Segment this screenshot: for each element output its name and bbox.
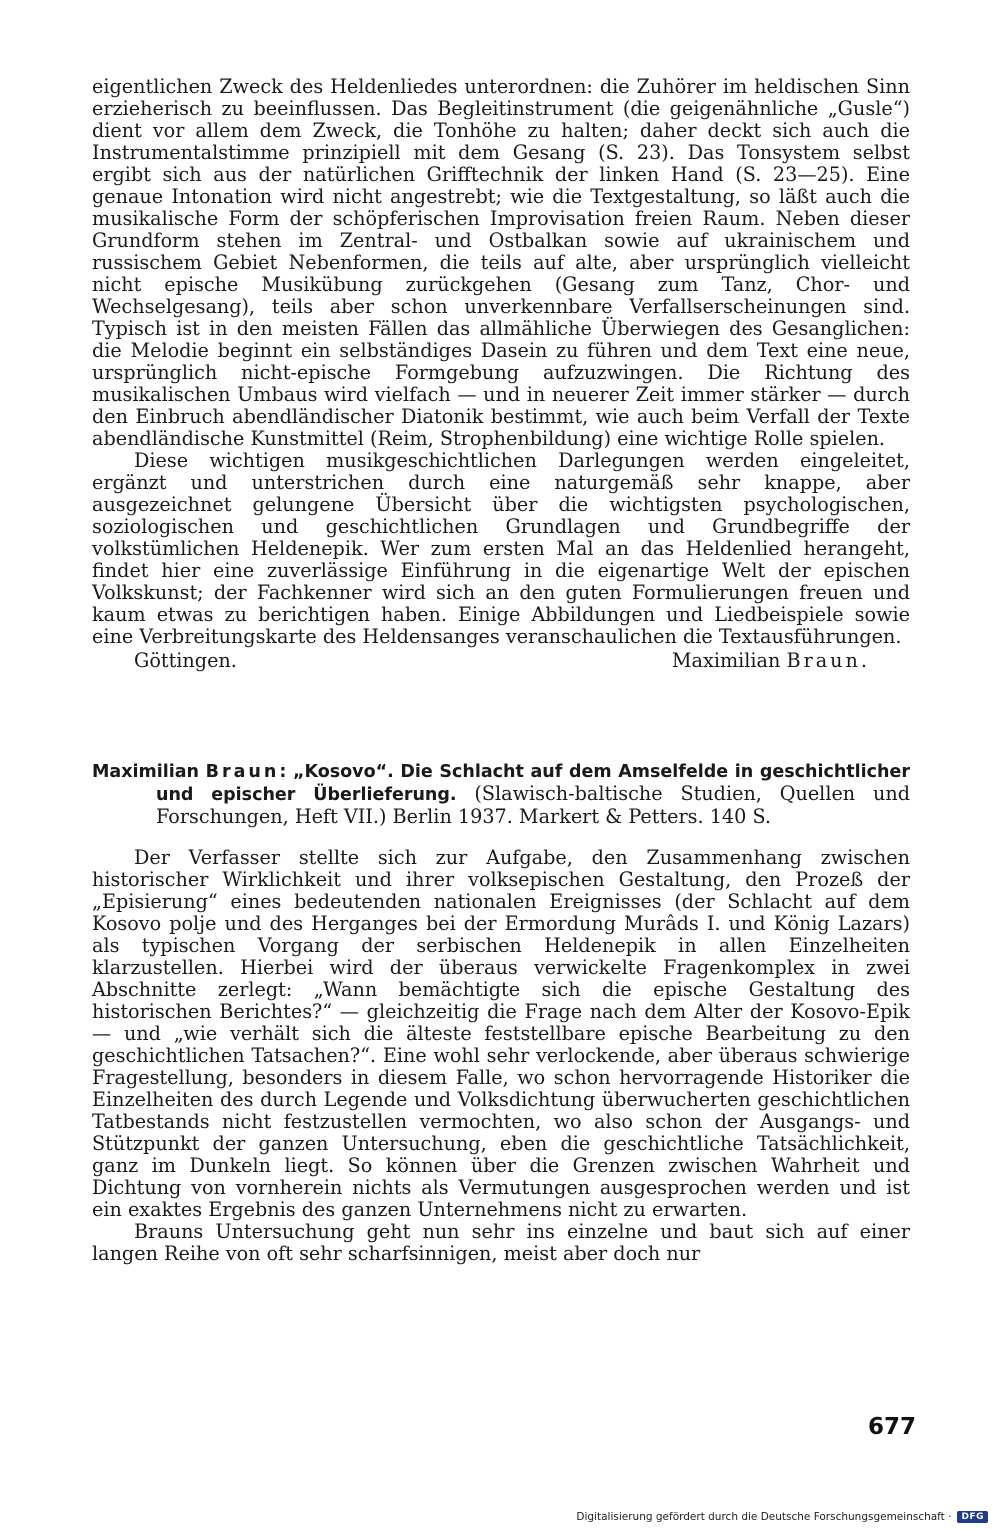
review-author-first: Maximilian: [92, 762, 200, 782]
review-title-text: : „Kosovo“. Die Schlacht auf dem Amselfelde in geschichtlicher und epischer Überlieferung.: [156, 762, 910, 805]
signature-name: [672, 650, 870, 672]
section1-paragraph1: eigentlichen Zweck des Heldenliedes unterordnen: die Zuhörer im heldischen Sinn erzieherisch zu beeinflussen. Das Begleitinstrument (die geigenähnliche „Gusle“) dient vor allem dem Zweck, die Tonhöhe zu halten; daher deckt sich auch die Instrumentalstimme prinzipiell mit dem Gesang (S. 23). Das Tonsystem selbst ergibt sich aus der natürlichen Grifftechnik der linken Hand (S. 23—25). Eine genaue Intonation wird nicht angestrebt; wie die Textgestaltung, so läßt auch die musikalische Form der schöpferischen Improvisation freien Raum. Neben dieser Grundform stehen im Zentral- und Ostbalkan sowie auf ukrainischem und russischem Gebiet Nebenformen, die teils auf alte, aber ursprünglich vielleicht nicht epische Musikübung zurückgehen (Gesang zum Tanz, Chor- und Wechselgesang), teils aber schon unverkennbare Verfallserscheinungen sind. Typisch ist in den meisten Fällen das allmähliche Überwiegen des Gesanglichen: die Melodie beginnt ein selbständiges Dasein zu führen und dem Text eine neue, ursprünglich nicht-epische Formgebung aufzuzwingen. Die Richtung des musikalischen Umbaus wird vielfach — und in neuerer Zeit immer stärker — durch den Einbruch abendländischer Diatonik bestimmt, wie auch beim Verfall der Texte abendländische Kunstmittel (Reim, Strophenbildung) eine wichtige Rolle spielen.: [92, 75, 910, 450]
dfg-logo-icon: DFG: [957, 1511, 988, 1523]
page-content: [92, 76, 910, 1265]
footer-credit: [576, 1511, 988, 1523]
section1-paragraph2: Diese wichtigen musikgeschichtlichen Darlegungen werden eingeleitet, ergänzt und unterstrichen durch eine naturgemäß sehr knappe, aber ausgezeichnet gelungene Übersicht über die wichtigsten psychologischen, soziologischen und geschichtlichen Grundlagen und Grundbegriffe der volkstümlichen Heldenepik. Wer zum ersten Mal an das Heldenlied herangeht, findet hier eine zuverlässige Einführung in die eigenartige Welt der epischen Volkskunst; der Fachkenner wird sich an den guten Formulierungen freuen und kaum etwas zu berichtigen haben. Einige Abbildungen und Liedbeispiele sowie eine Verbreitungskarte des Heldensanges veranschaulichen die Textausführungen.: [92, 449, 910, 648]
review-author-last: Braun: [205, 762, 280, 782]
footer-text: Digitalisierung gefördert durch die Deutsche Forschungsgemeinschaft ·: [576, 1511, 952, 1523]
signature-line: [92, 650, 910, 672]
section2-paragraph2: Brauns Untersuchung geht nun sehr ins einzelne und baut sich auf einer langen Reihe von oft sehr scharfsinnigen, meist aber doch nur: [92, 1220, 910, 1266]
section2-paragraph1: Der Verfasser stellte sich zur Aufgabe, den Zusammenhang zwischen historischer Wirklichkeit und ihrer volksepischen Gestaltung, den Prozeß der „Episierung“ eines bedeutenden nationalen Ereignisses (der Schlacht auf dem Kosovo polje und des Herganges bei der Ermordung Murâds I. und König Lazars) als typischen Vorgang der serbischen Heldenepik in allen Einzelheiten klarzustellen. Hierbei wird der überaus verwickelte Fragenkomplex in zwei Abschnitte zerlegt: „Wann bemächtigte sich die epische Gestaltung des historischen Berichtes?“ — gleichzeitig die Frage nach dem Alter der Kosovo-Epik — und „wie verhält sich die älteste feststellbare epische Bearbeitung zu den geschichtlichen Tatsachen?“. Eine wohl sehr verlockende, aber überaus schwierige Fragestellung, besonders in diesem Falle, wo schon hervorragende Historiker die Einzelheiten des durch Legende und Volksdichtung überwucherten geschichtlichen Tatbestands nicht festzustellen vermochten, wo also schon der Ausgangs- und Stützpunkt der ganzen Untersuchung, eben die geschichtliche Tatsächlichkeit, ganz im Dunkeln liegt. So können über die Grenzen zwischen Wahrheit und Dichtung von vornherein nichts als Vermutungen ausgesprochen werden und ist ein exaktes Ergebnis des ganzen Unternehmens nicht zu erwarten.: [92, 846, 910, 1222]
review-body: [92, 847, 910, 1265]
signature-last-name: Braun.: [786, 649, 870, 672]
page-number: 677: [867, 1414, 916, 1440]
signature-place: Göttingen.: [134, 649, 237, 672]
review-bibliographic-info: (Slawisch-baltische Studien, Quellen und Forschungen, Heft VII.) Berlin 1937. Markert & Petters. 140 S.: [156, 782, 910, 828]
signature-first-name: Maximilian: [671, 649, 781, 672]
review-heading: [92, 760, 910, 828]
